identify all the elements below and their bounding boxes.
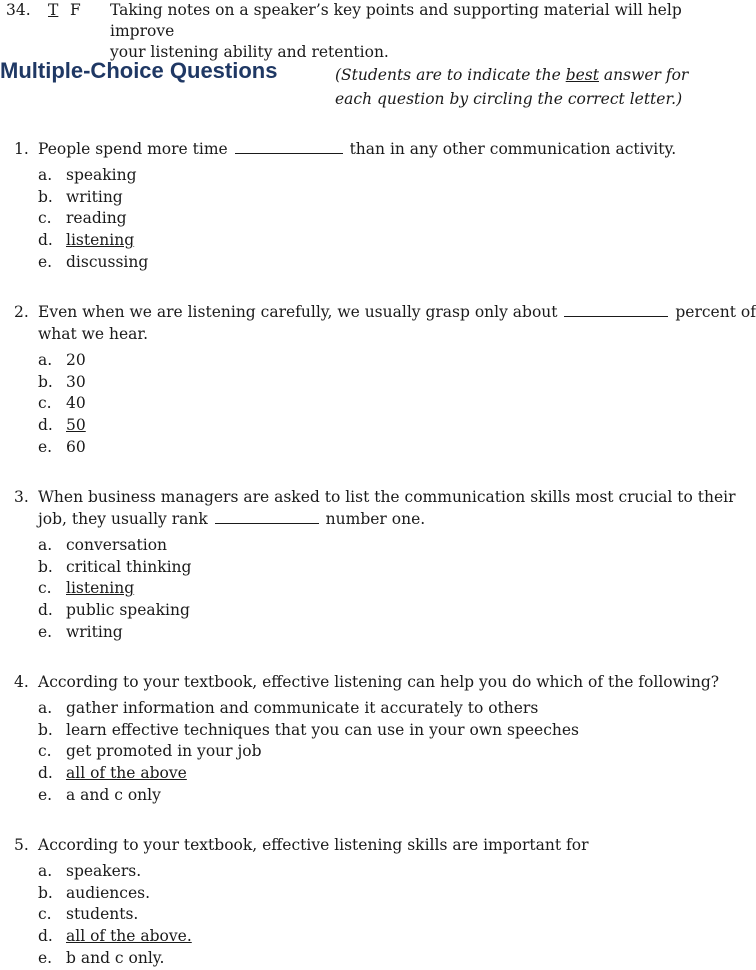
option-text: 60 — [66, 437, 86, 456]
section-heading: Multiple-Choice Questions — [0, 58, 278, 83]
option-text: speaking — [66, 166, 137, 184]
question-number: 4. — [14, 673, 29, 691]
stem-text-after: than in any other communication activity. — [349, 140, 677, 158]
option-letter: a. — [38, 536, 53, 554]
option-text: get promoted in your job — [66, 742, 262, 761]
question-2 — [14, 301, 756, 459]
option-letter: a. — [38, 351, 53, 369]
option-e — [38, 437, 726, 459]
option-text-answer: all of the above. — [66, 927, 192, 946]
option-c — [38, 741, 726, 763]
question-stem — [14, 301, 756, 323]
option-letter: c. — [38, 394, 52, 413]
option-text: students. — [66, 905, 139, 924]
option-d — [38, 926, 726, 948]
option-text: public speaking — [66, 601, 190, 620]
instructions-before: (Students are to indicate the — [335, 66, 566, 84]
option-a — [38, 350, 726, 372]
question-5 — [14, 834, 726, 970]
stem-text-before: Even when we are listening carefully, we usually grasp only about — [38, 303, 558, 321]
options-list — [14, 350, 726, 459]
option-letter: b. — [38, 557, 53, 576]
option-b — [38, 720, 726, 742]
option-text: 20 — [66, 351, 86, 369]
stem-text-after: percent of — [675, 303, 756, 321]
option-text: a and c only — [66, 785, 161, 804]
answer-blank — [215, 509, 319, 524]
option-d — [38, 600, 726, 622]
option-c — [38, 578, 726, 600]
option-letter: b. — [38, 720, 53, 739]
option-b — [38, 557, 726, 579]
option-letter: c. — [38, 905, 52, 924]
question-1 — [14, 138, 726, 274]
option-c — [38, 904, 726, 926]
options-list — [14, 861, 726, 970]
option-text-answer: listening — [66, 231, 135, 250]
options-list — [14, 698, 726, 807]
option-letter: e. — [38, 252, 53, 271]
stem-text: According to your textbook, effective listening skills are important for — [38, 836, 589, 854]
question-stem — [14, 138, 726, 160]
stem-text-before: People spend more time — [38, 140, 228, 158]
option-text: writing — [66, 187, 123, 206]
option-letter: d. — [38, 416, 53, 435]
option-d — [38, 230, 726, 252]
instructions-best: best — [565, 66, 599, 84]
question-number: 2. — [14, 303, 29, 321]
option-letter: e. — [38, 948, 53, 967]
question-stem — [14, 486, 736, 508]
option-letter: b. — [38, 372, 53, 391]
option-text: audiences. — [66, 883, 150, 902]
stem-text-line-1: When business managers are asked to list the communication skills most crucial to their — [38, 488, 736, 506]
option-text: b and c only. — [66, 948, 165, 967]
option-d — [38, 763, 726, 785]
question-number: 1. — [14, 140, 29, 158]
option-b — [38, 883, 726, 905]
option-letter: a. — [38, 699, 53, 717]
option-text: learn effective techniques that you can use in your own speeches — [66, 720, 580, 739]
option-letter: a. — [38, 862, 53, 880]
stem-text-before: job, they usually rank — [38, 510, 208, 528]
option-letter: d. — [38, 601, 53, 620]
option-text-answer: 50 — [66, 416, 86, 435]
stem-text: According to your textbook, effective listening can help you do which of the following? — [38, 673, 720, 691]
option-letter: a. — [38, 166, 53, 184]
stem-text-after: number one. — [325, 510, 426, 528]
option-text: speakers. — [66, 862, 142, 880]
section-instructions — [335, 63, 725, 111]
option-a — [38, 535, 726, 557]
option-text: 30 — [66, 372, 86, 391]
option-e — [38, 252, 726, 274]
option-text: reading — [66, 209, 127, 228]
option-text-answer: all of the above — [66, 764, 187, 783]
answer-blank — [564, 302, 668, 317]
question-stem-line-2 — [14, 508, 726, 530]
answer-blank — [235, 139, 343, 154]
option-letter: c. — [38, 579, 52, 598]
tf-question-number: 34. — [6, 1, 31, 19]
option-c — [38, 393, 726, 415]
option-letter: d. — [38, 927, 53, 946]
question-stem — [14, 671, 726, 693]
tf-question-line-1: Taking notes on a speaker’s key points and supporting material will help improve — [110, 1, 682, 40]
question-4 — [14, 671, 726, 807]
option-letter: e. — [38, 622, 53, 641]
true-option: T — [48, 1, 59, 19]
option-b — [38, 187, 726, 209]
tf-question-text — [110, 0, 730, 63]
option-letter: c. — [38, 209, 52, 228]
false-option: F — [70, 1, 81, 19]
option-letter: e. — [38, 785, 53, 804]
option-text: gather information and communicate it accurately to others — [66, 699, 539, 717]
option-b — [38, 372, 726, 394]
option-letter: d. — [38, 764, 53, 783]
option-d — [38, 415, 726, 437]
tf-question-line-2: your listening ability and retention. — [110, 43, 389, 61]
option-e — [38, 622, 726, 644]
option-letter: b. — [38, 187, 53, 206]
option-text: discussing — [66, 252, 149, 271]
instructions-after: answer for each question by circling the correct letter.) — [335, 66, 689, 108]
option-text: conversation — [66, 536, 168, 554]
option-a — [38, 861, 726, 883]
option-letter: b. — [38, 883, 53, 902]
option-e — [38, 785, 726, 807]
question-stem — [14, 834, 726, 856]
option-text: 40 — [66, 394, 86, 413]
option-e — [38, 948, 726, 970]
option-letter: e. — [38, 437, 53, 456]
question-3 — [14, 486, 736, 644]
option-a — [38, 165, 726, 187]
option-c — [38, 208, 726, 230]
options-list — [14, 165, 726, 274]
option-letter: d. — [38, 231, 53, 250]
question-number: 5. — [14, 836, 29, 854]
stem-text-line-2: what we hear. — [38, 325, 149, 343]
option-text-answer: listening — [66, 579, 135, 598]
question-number: 3. — [14, 488, 29, 506]
option-text: critical thinking — [66, 557, 192, 576]
options-list — [14, 535, 726, 644]
option-text: writing — [66, 622, 123, 641]
option-a — [38, 698, 726, 720]
option-letter: c. — [38, 742, 52, 761]
question-stem-line-2 — [14, 323, 726, 345]
